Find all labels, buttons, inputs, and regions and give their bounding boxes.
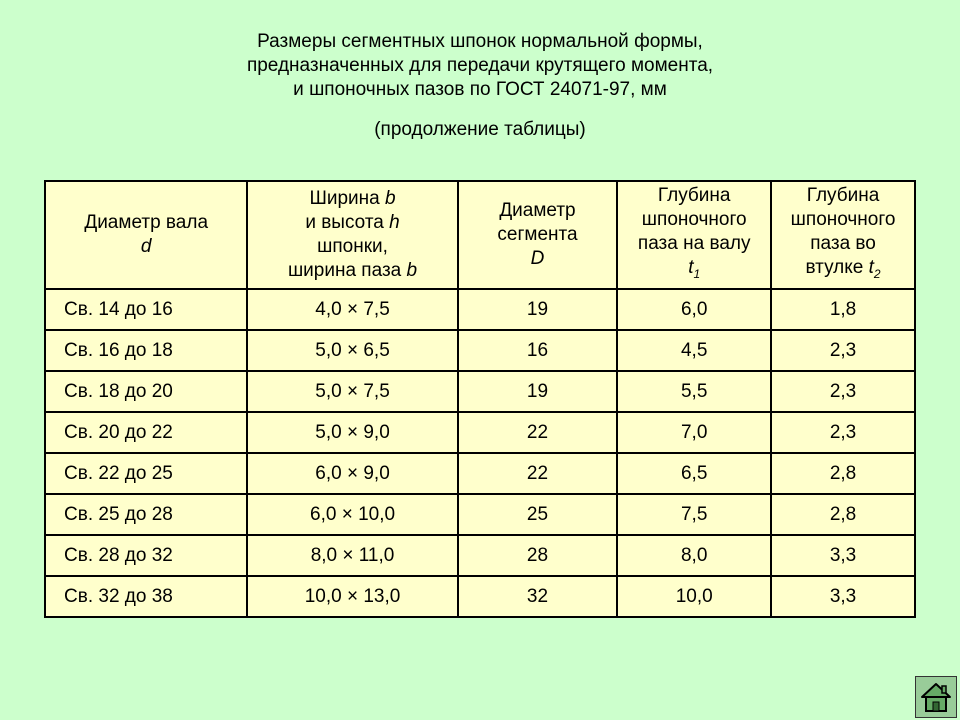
table-row (45, 535, 915, 576)
header-hub-groove-depth: Глубина шпоночного паза во втулке $t_2$ (771, 181, 915, 289)
title-line-3: и шпоночных пазов по ГОСТ 24071-97, мм (293, 79, 667, 100)
cell-shaft-depth: 8,0 (617, 535, 771, 576)
table-row (45, 576, 915, 617)
header-shaft-groove-depth: Глубина шпоночного паза на валу $t_1$ (617, 181, 771, 289)
cell-key-size: 8,0 × 11,0 (247, 535, 457, 576)
cell-key-size: 6,0 × 9,0 (247, 453, 457, 494)
cell-shaft-range: Св. 25 до 28 (45, 494, 247, 535)
home-icon (916, 677, 956, 717)
table-row (45, 330, 915, 371)
cell-shaft-range: Св. 32 до 38 (45, 576, 247, 617)
cell-segment-diameter: 22 (458, 412, 618, 453)
cell-shaft-depth: 6,0 (617, 289, 771, 330)
cell-hub-depth: 2,3 (771, 330, 915, 371)
table-row (45, 453, 915, 494)
cell-shaft-range: Св. 14 до 16 (45, 289, 247, 330)
cell-hub-depth: 3,3 (771, 535, 915, 576)
cell-key-size: 4,0 × 7,5 (247, 289, 457, 330)
table-row (45, 289, 915, 330)
table-subtitle: (продолжение таблицы) (374, 119, 586, 140)
cell-key-size: 5,0 × 9,0 (247, 412, 457, 453)
cell-key-size: 5,0 × 7,5 (247, 371, 457, 412)
table-header-row (45, 181, 915, 289)
cell-hub-depth: 3,3 (771, 576, 915, 617)
header-segment-diameter: Диаметр сегмента D (458, 181, 618, 289)
header-key-width-height: Ширина b и высота h шпонки, ширина паза b (247, 181, 457, 289)
cell-segment-diameter: 19 (458, 289, 618, 330)
cell-hub-depth: 2,3 (771, 412, 915, 453)
cell-shaft-depth: 7,5 (617, 494, 771, 535)
cell-segment-diameter: 22 (458, 453, 618, 494)
cell-segment-diameter: 25 (458, 494, 618, 535)
cell-shaft-range: Св. 22 до 25 (45, 453, 247, 494)
home-button[interactable] (915, 676, 957, 718)
cell-shaft-depth: 5,5 (617, 371, 771, 412)
cell-segment-diameter: 19 (458, 371, 618, 412)
cell-hub-depth: 2,8 (771, 494, 915, 535)
cell-shaft-depth: 10,0 (617, 576, 771, 617)
cell-key-size: 6,0 × 10,0 (247, 494, 457, 535)
table-row (45, 494, 915, 535)
cell-segment-diameter: 32 (458, 576, 618, 617)
cell-key-size: 5,0 × 6,5 (247, 330, 457, 371)
cell-hub-depth: 2,3 (771, 371, 915, 412)
cell-shaft-depth: 7,0 (617, 412, 771, 453)
cell-shaft-range: Св. 16 до 18 (45, 330, 247, 371)
cell-segment-diameter: 16 (458, 330, 618, 371)
header-shaft-diameter: Диаметр вала d (45, 181, 247, 289)
table-row (45, 371, 915, 412)
document-title (0, 30, 960, 102)
cell-key-size: 10,0 × 13,0 (247, 576, 457, 617)
title-line-2: предназначенных для передачи крутящего момента, (246, 55, 714, 76)
cell-shaft-range: Св. 20 до 22 (45, 412, 247, 453)
key-dimensions-table (44, 180, 916, 618)
cell-shaft-depth: 6,5 (617, 453, 771, 494)
cell-shaft-range: Св. 18 до 20 (45, 371, 247, 412)
cell-shaft-depth: 4,5 (617, 330, 771, 371)
table-row (45, 412, 915, 453)
cell-shaft-range: Св. 28 до 32 (45, 535, 247, 576)
cell-segment-diameter: 28 (458, 535, 618, 576)
cell-hub-depth: 1,8 (771, 289, 915, 330)
cell-hub-depth: 2,8 (771, 453, 915, 494)
title-line-1: Размеры сегментных шпонок нормальной формы, (257, 31, 703, 52)
